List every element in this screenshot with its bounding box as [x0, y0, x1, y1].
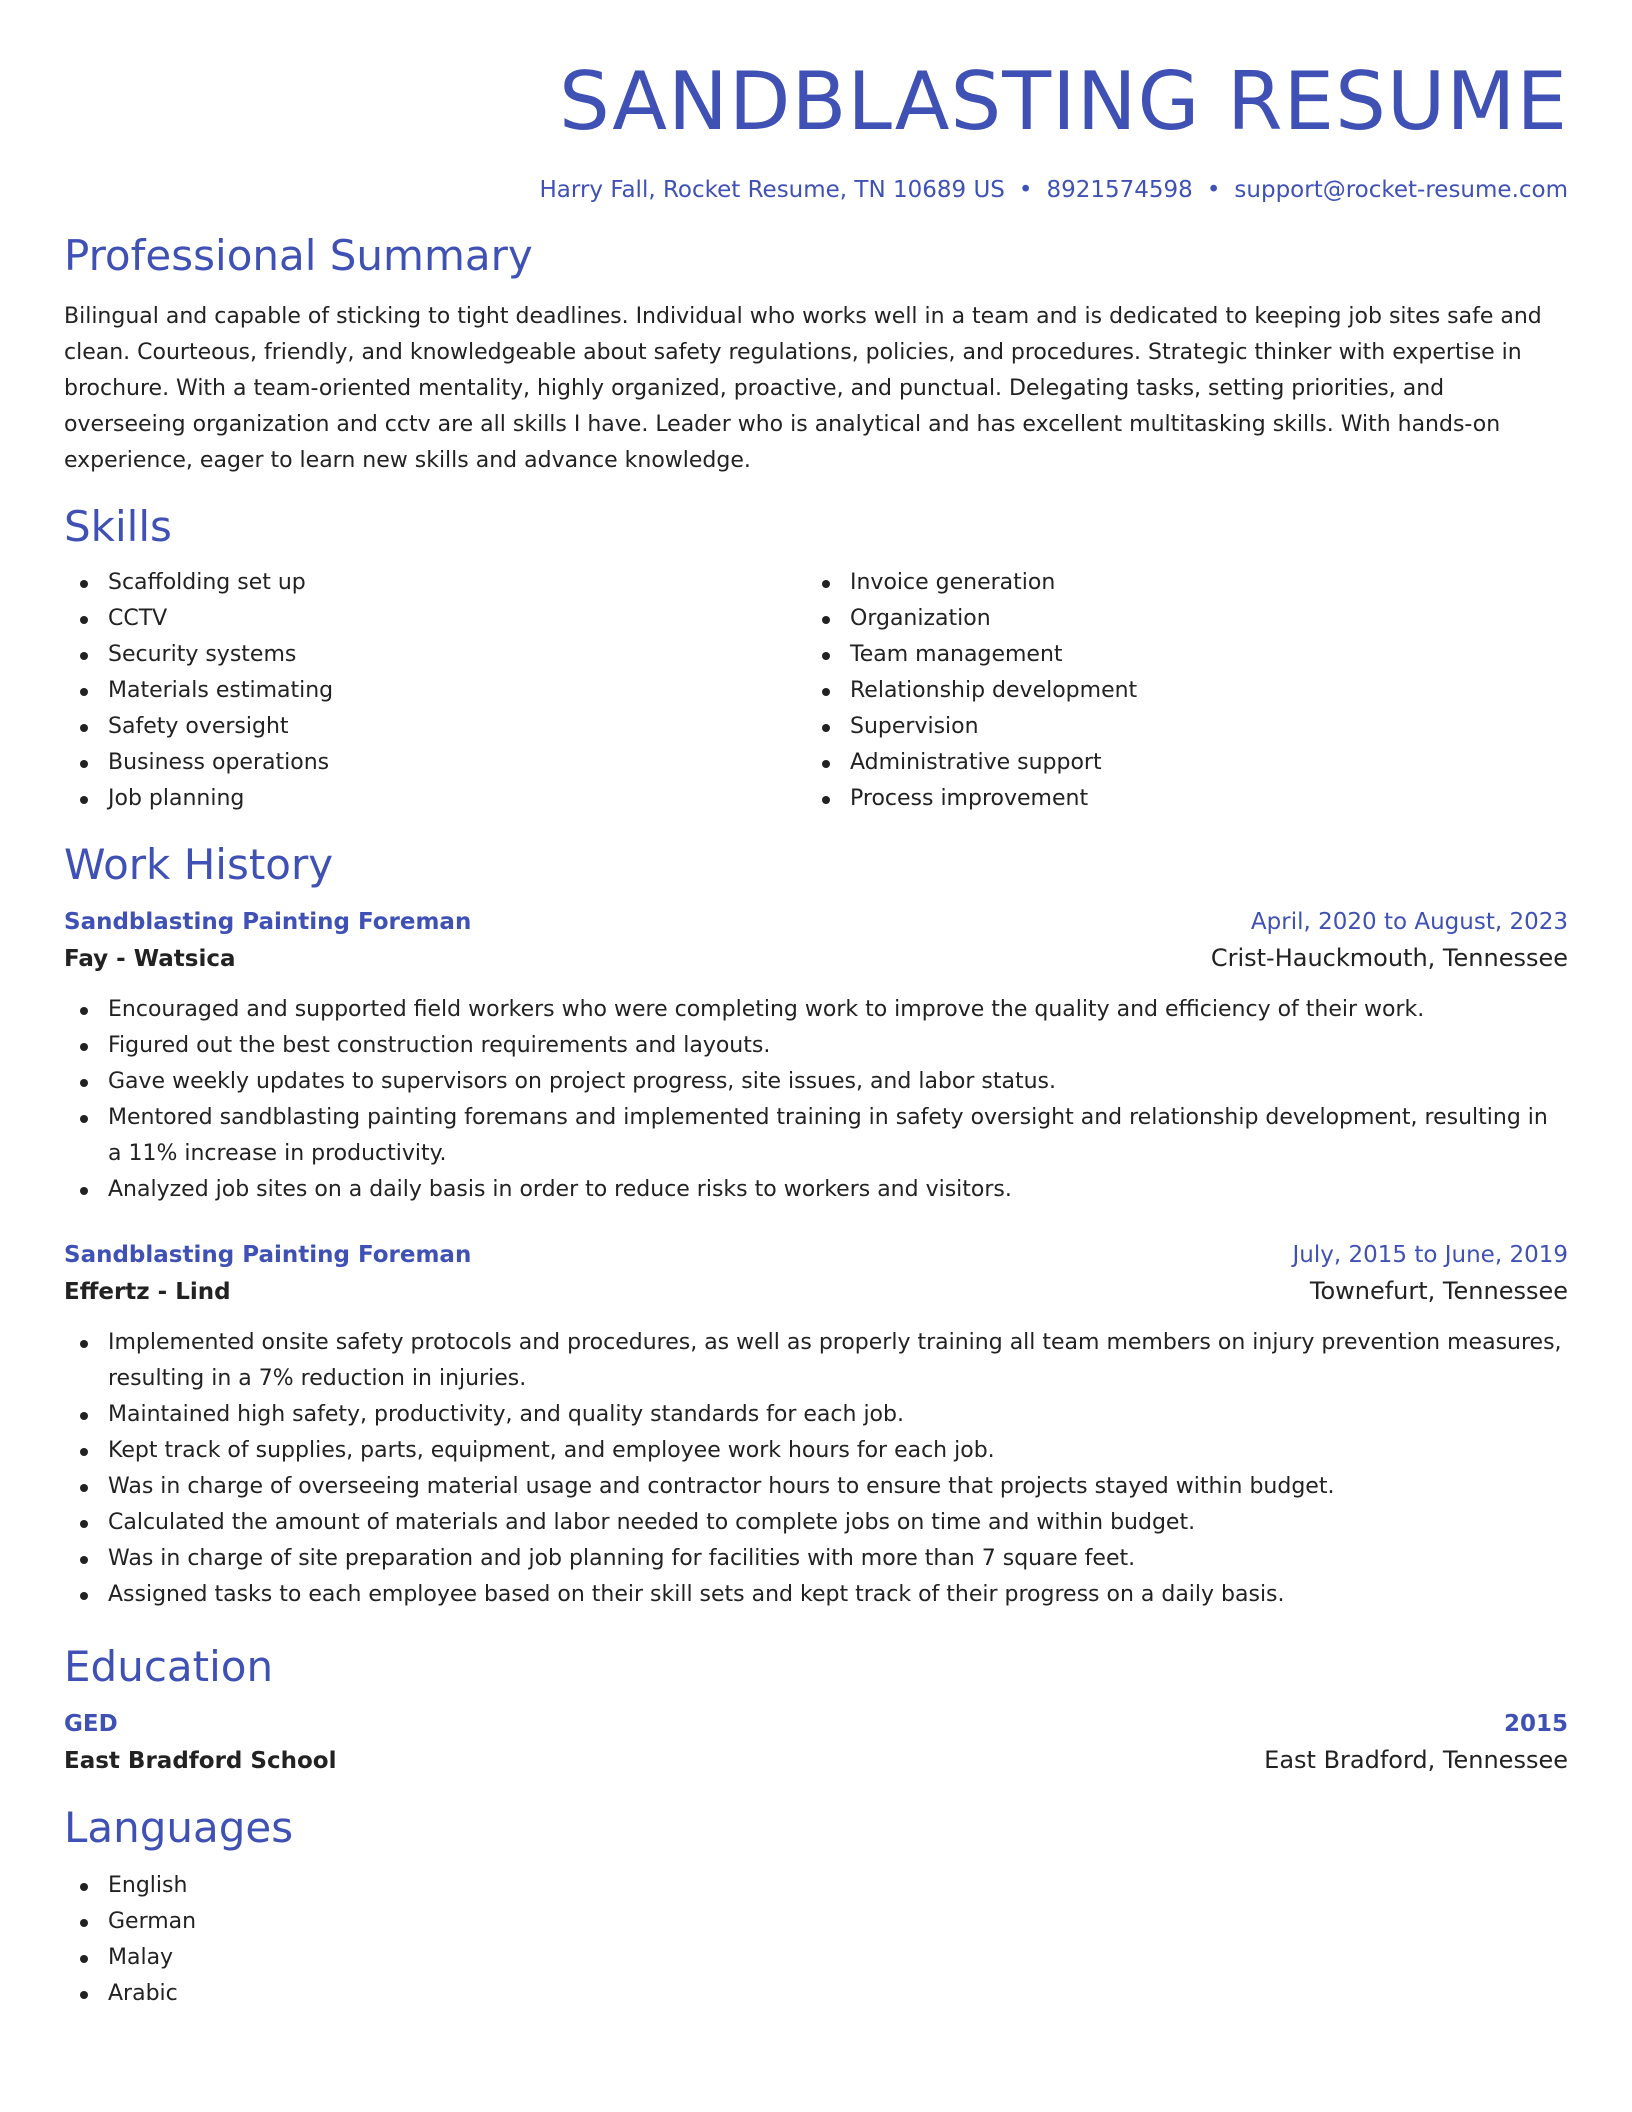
contact-address: Harry Fall, Rocket Resume, TN 10689 US: [539, 177, 1005, 203]
skills-list-right: [806, 565, 1548, 817]
job-bullets: [64, 1325, 1568, 1613]
language-item: Malay: [64, 1940, 1568, 1976]
education-heading: Education: [64, 1642, 274, 1691]
language-item: German: [64, 1904, 1568, 1940]
skill-item: Security systems: [64, 637, 806, 673]
education-school: East Bradford School: [64, 1748, 337, 1774]
languages-list: [64, 1868, 1568, 2012]
skill-item: Relationship development: [806, 673, 1548, 709]
job-bullet: Gave weekly updates to supervisors on project progress, site issues, and labor status.: [64, 1064, 1568, 1100]
skill-item: Team management: [806, 637, 1548, 673]
skills-heading: Skills: [64, 502, 172, 551]
skill-item: Supervision: [806, 709, 1548, 745]
job-employer: Effertz - Lind: [64, 1279, 231, 1305]
job-employer-row: [64, 939, 1568, 978]
job-employer-row: [64, 1272, 1568, 1311]
job-bullet: Encouraged and supported field workers who were completing work to improve the quality and efficiency of their work.: [64, 992, 1568, 1028]
skill-item: Administrative support: [806, 745, 1548, 781]
contact-separator: •: [1018, 177, 1033, 203]
job-bullet: Analyzed job sites on a daily basis in order to reduce risks to workers and visitors.: [64, 1172, 1568, 1208]
job-bullet: Implemented onsite safety protocols and procedures, as well as properly training all team members on injury prevention measures, resulting in a 7% reduction in injuries.: [64, 1325, 1568, 1397]
job-entry: [64, 905, 1568, 1208]
job-header: [64, 905, 1568, 939]
skill-item: Business operations: [64, 745, 806, 781]
skill-item: Organization: [806, 601, 1548, 637]
education-year: 2015: [1503, 1711, 1568, 1737]
language-item: Arabic: [64, 1976, 1568, 2012]
job-location: Crist-Hauckmouth, Tennessee: [1210, 944, 1568, 972]
job-dates: April, 2020 to August, 2023: [1250, 909, 1568, 935]
education-location: East Bradford, Tennessee: [1264, 1746, 1568, 1774]
job-employer: Fay - Watsica: [64, 946, 236, 972]
skill-item: Scaffolding set up: [64, 565, 806, 601]
languages-heading: Languages: [64, 1803, 294, 1852]
skill-item: Safety oversight: [64, 709, 806, 745]
job-entry: [64, 1238, 1568, 1613]
contact-line: [64, 174, 1568, 206]
skill-item: Job planning: [64, 781, 806, 817]
skill-item: Invoice generation: [806, 565, 1548, 601]
skill-item: CCTV: [64, 601, 806, 637]
education-school-row: [64, 1741, 1568, 1780]
work-history-heading: Work History: [64, 840, 334, 889]
job-title: Sandblasting Painting Foreman: [64, 1242, 472, 1268]
contact-email: support@rocket-resume.com: [1234, 177, 1568, 203]
job-bullets: [64, 992, 1568, 1208]
job-bullet: Maintained high safety, productivity, and quality standards for each job.: [64, 1397, 1568, 1433]
education-entry: [64, 1707, 1568, 1780]
contact-separator: •: [1206, 177, 1221, 203]
job-location: Townefurt, Tennessee: [1309, 1277, 1568, 1305]
summary-heading: Professional Summary: [64, 231, 533, 280]
job-bullet: Assigned tasks to each employee based on their skill sets and kept track of their progress on a daily basis.: [64, 1577, 1568, 1613]
skill-item: Process improvement: [806, 781, 1548, 817]
job-dates: July, 2015 to June, 2019: [1292, 1242, 1568, 1268]
job-bullet: Kept track of supplies, parts, equipment, and employee work hours for each job.: [64, 1433, 1568, 1469]
job-bullet: Was in charge of overseeing material usage and contractor hours to ensure that projects stayed within budget.: [64, 1469, 1568, 1505]
summary-text: Bilingual and capable of sticking to tight deadlines. Individual who works well in a team and is dedicated to keeping job sites safe and clean. Courteous, friendly, and knowledgeable about safety regulations, policies, and procedures. Strategic thinker with expertise in brochure. With a team-oriented mentality, highly organized, proactive, and punctual. Delegating tasks, setting priorities, and overseeing organization and cctv are all skills I have. Leader who is analytical and has excellent multitasking skills. With hands-on experience, eager to learn new skills and advance knowledge.: [64, 304, 1542, 473]
job-bullet: Figured out the best construction requirements and layouts.: [64, 1028, 1568, 1064]
job-title: Sandblasting Painting Foreman: [64, 909, 472, 935]
job-bullet: Was in charge of site preparation and job planning for facilities with more than 7 square feet.: [64, 1541, 1568, 1577]
education-degree: GED: [64, 1711, 118, 1737]
skills-list-left: [64, 565, 806, 817]
resume-page: [64, 0, 1568, 2012]
education-header: [64, 1707, 1568, 1741]
job-bullet: Mentored sandblasting painting foremans and implemented training in safety oversight and relationship development, resulting in a 11% increase in productivity.: [64, 1100, 1568, 1172]
resume-title: SANDBLASTING RESUME: [559, 55, 1568, 148]
skills-grid: [64, 565, 1568, 817]
skill-item: Materials estimating: [64, 673, 806, 709]
job-bullet: Calculated the amount of materials and labor needed to complete jobs on time and within budget.: [64, 1505, 1568, 1541]
contact-phone: 8921574598: [1046, 177, 1193, 203]
job-header: [64, 1238, 1568, 1272]
language-item: English: [64, 1868, 1568, 1904]
